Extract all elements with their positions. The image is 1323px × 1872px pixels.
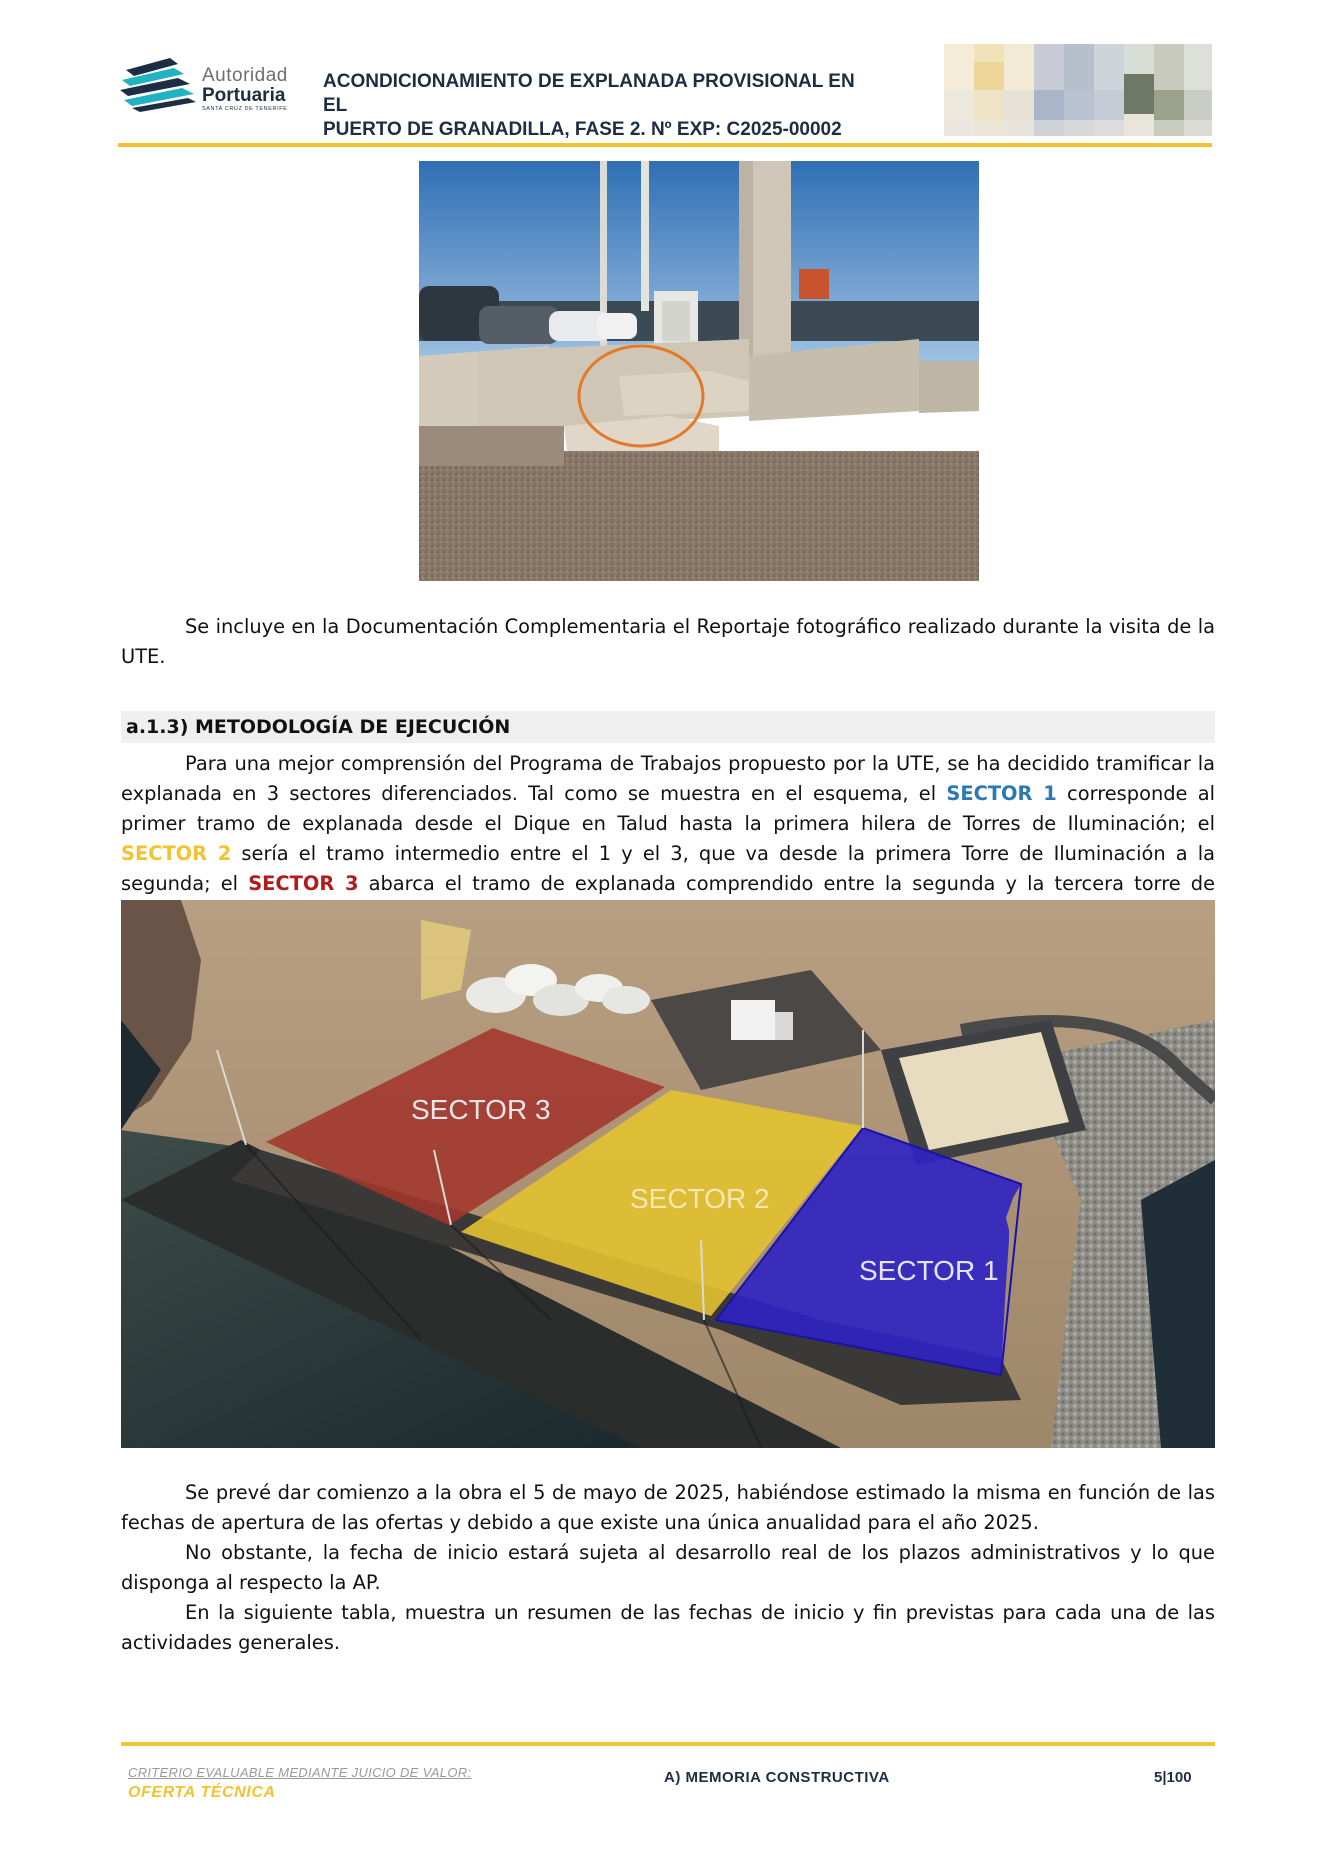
autoridad-portuaria-logo bbox=[118, 52, 300, 114]
footer-criterio: CRITERIO EVALUABLE MEDIANTE JUICIO DE VALOR: bbox=[128, 1765, 472, 1780]
sector1-label: SECTOR 1 bbox=[946, 782, 1057, 805]
metodologia-text-1: Para una mejor comprensión del Programa de Trabajos propuesto por la UTE, se ha decidido tramificar la explanada en 3 sectores diferenciados. Tal como se muestra en el esquema, el bbox=[121, 752, 1215, 805]
paragraph-comienzo bbox=[121, 1478, 1215, 1538]
aerial-label-sector3: SECTOR 3 bbox=[411, 1094, 551, 1125]
footer-divider bbox=[121, 1742, 1215, 1746]
section-heading: a.1.3) METODOLOGÍA DE EJECUCIÓN bbox=[121, 711, 1215, 743]
page-number: 5|100 bbox=[1154, 1769, 1192, 1786]
page-header bbox=[118, 44, 1212, 144]
sector3-label: SECTOR 3 bbox=[248, 872, 359, 895]
metodologia-text-2: corresponde al primer tramo de explanada desde el Dique en Talud hasta la primera hilera de Torres de Iluminación; el bbox=[121, 782, 1216, 835]
document-title-line2: PUERTO DE GRANADILLA, FASE 2. Nº EXP: C2025-00002 bbox=[323, 119, 842, 140]
aerial-label-sector2: SECTOR 2 bbox=[630, 1183, 770, 1214]
header-blurred-photo bbox=[944, 44, 1212, 136]
paragraph-documentacion-text: Se incluye en la Documentación Complementaria el Reportaje fotográfico realizado durante la visita de la UTE. bbox=[121, 615, 1215, 668]
sector2-label: SECTOR 2 bbox=[121, 842, 232, 865]
footer-section-name: A) MEMORIA CONSTRUCTIVA bbox=[664, 1769, 890, 1786]
logo-line-portuaria: Portuaria bbox=[202, 85, 286, 106]
document-title bbox=[323, 70, 883, 142]
paragraph-comienzo-text: Se prevé dar comienzo a la obra el 5 de mayo de 2025, habiéndose estimado la misma en función de las fechas de apertura de las ofertas y debido a que existe una única anualidad para el año 2025. bbox=[121, 1481, 1215, 1534]
metodologia-text-4: abarca el tramo de explanada comprendido entre la segunda y la tercera torre de bbox=[368, 872, 1216, 895]
logo-line-santa-cruz: SANTA CRUZ DE TENERIFE bbox=[202, 106, 288, 112]
sector-scheme-aerial bbox=[121, 900, 1215, 1448]
paragraph-no-obstante-text: No obstante, la fecha de inicio estará sujeta al desarrollo real de los plazos administrativos y lo que disponga al respecto la AP. bbox=[121, 1541, 1215, 1594]
site-visit-photo bbox=[419, 161, 979, 581]
paragraph-documentacion bbox=[121, 612, 1215, 672]
logo-emblem-icon bbox=[118, 52, 200, 114]
metodologia-text-3: sería el tramo intermedio entre el 1 y el 3, que va desde la primera Torre de Iluminación a la segunda; el bbox=[121, 842, 1216, 895]
aerial-label-sector1: SECTOR 1 bbox=[859, 1255, 999, 1286]
footer-oferta: OFERTA TÉCNICA bbox=[128, 1784, 276, 1801]
paragraph-tabla-text: En la siguiente tabla, muestra un resumen de las fechas de inicio y fin previstas para cada una de las actividades generales. bbox=[121, 1601, 1215, 1654]
paragraph-tabla bbox=[121, 1598, 1215, 1658]
document-title-line1: ACONDICIONAMIENTO DE EXPLANADA PROVISIONAL EN EL bbox=[323, 71, 855, 116]
logo-line-autoridad: Autoridad bbox=[202, 65, 288, 86]
header-divider bbox=[118, 143, 1212, 147]
paragraph-no-obstante bbox=[121, 1538, 1215, 1598]
